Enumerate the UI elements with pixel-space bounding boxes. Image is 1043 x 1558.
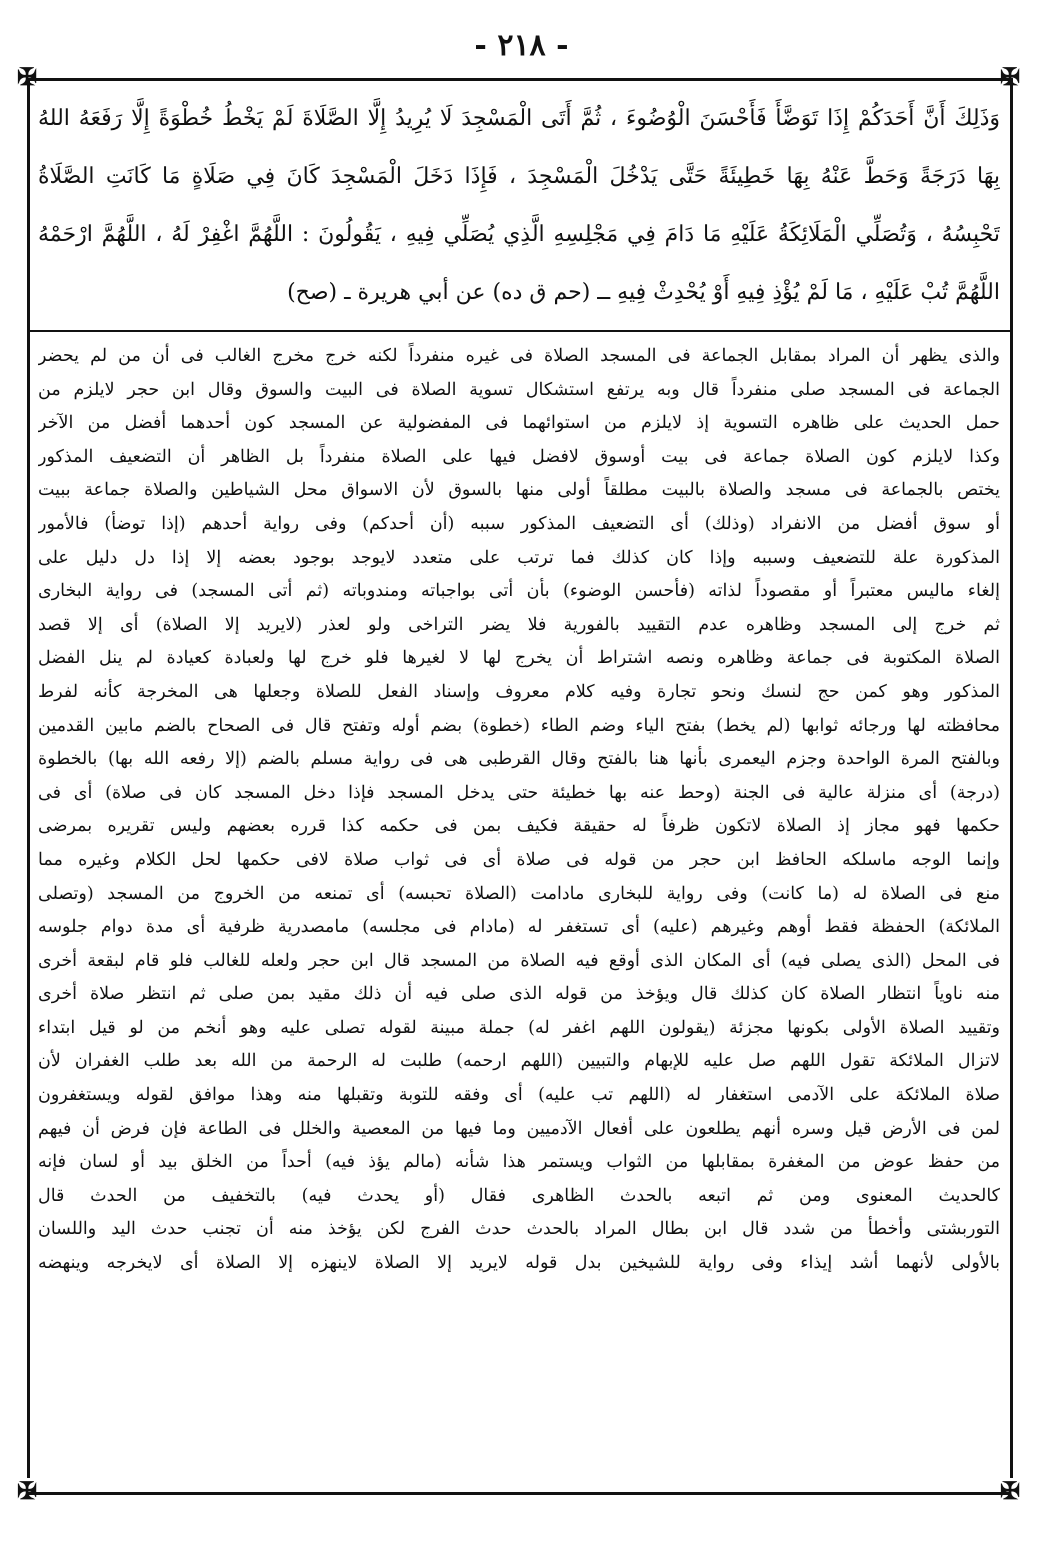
commentary-line: وتقييد الصلاة الأولى بكونها مجزئة (يقولون اللهم اغفر له) جملة مبينة لقوله تصلى عليه وهو أنخم من لو قيل ابتداء: [38, 1017, 1000, 1038]
frame-right-border: [1010, 78, 1013, 1478]
commentary-line: وبالفتح المرة الواحدة وجزم اليعمرى بأنها هنا بالفتح وقال القرطبى هى فى رواية مسلم بالضم (إلا رفعه الله بها) بالخطوة: [38, 749, 1000, 770]
commentary-line: من حفظ عوض من المغفرة بمقابلها من الثواب ويستمر هذا شأنه (مالم يؤذ فيه) أحداً من الخلق بيد أو لسان فإنه: [38, 1152, 1000, 1173]
corner-ornament-icon: ✠: [999, 1476, 1021, 1505]
commentary-line: حكمها فهو مجاز إذ الصلاة لاتكون ظرفاً له حقيقة فكيف بمن فى حكمه كذا قرره بعضهم وليس تقريره بمرضى: [38, 816, 1000, 837]
commentary-line: أو سوق أفضل من الانفراد (وذلك) أى التضعيف المذكور سببه (أن أحدكم) وفى رواية أحدهم (إذا توضأ) فالأمور: [38, 513, 1000, 534]
commentary-line: منع فى الصلاة له (ما كانت) وفى رواية للبخارى مادامت (الصلاة تحبسه) أى تمنعه من الخروج من المسجد (وتصلى: [38, 883, 1000, 904]
commentary-line: الملائكة) الحفظة فقط أوهم وغيرهم (عليه) أى تستغفر له (مادام فى مجلسه) مامصدرية ظرفية أى مدة دوام جلوسه: [38, 917, 1000, 938]
commentary-line: وإنما الوجه ماسلكه الحافظ ابن حجر من قوله فى صلاة أى فى ثواب صلاة لافى حكمها لحل الكلام وغيره مما: [38, 849, 1000, 870]
commentary-line: ثم خرج إلى المسجد وظاهره عدم التقييد بالفورية فلا يضر التراخى ولو لعذر (لايريد إلا الصلاة) أى إلا قصد: [38, 614, 1000, 635]
section-divider: [28, 330, 1011, 332]
commentary-text: [38, 340, 1000, 1485]
top-rule: [28, 78, 1011, 81]
commentary-line: الصلاة المكتوبة فى جماعة وظاهره ونصه اشتراط أن يخرج لها لا لغيرها فلو خرج لها ولعبادة كعيادة لم ينل الفضل: [38, 648, 1000, 669]
corner-ornament-icon: ✠: [999, 62, 1021, 91]
commentary-line: والذى يظهر أن المراد بمقابل الجماعة فى المسجد الصلاة فى غيره منفرداً لكنه خرج مخرج الغالب فى أن من لم يحضر: [38, 346, 1000, 366]
commentary-line: وكذا لايلزم كون الصلاة جماعة فى بيت أوسوق لافضل فيها على الصلاة منفرداً بل الظاهر أن التضعيف المذكور: [38, 446, 1000, 467]
commentary-line: المذكور وهو كمن حج لنسك ونحو تجارة وفيه كلام معروف وإسناد الفعل للصلاة وجعلها هى المخرجة كأنه لفرط: [38, 681, 1000, 702]
hadith-line: وَذَلِكَ أَنَّ أَحَدَكُمْ إِذَا تَوَضَّأَ فَأَحْسَنَ الْوُضُوءَ ، ثُمَّ أَتَى الْمَسْجِدَ لَا يُرِيدُ إِلَّا الصَّلَاةَ لَمْ يَخْطُ خُطْوَةً إِلَّا رَفَعَهُ اللهُ: [38, 106, 1000, 131]
hadith-line: بِهَا دَرَجَةً وَحَطَّ عَنْهُ بِهَا خَطِيئَةً حَتَّى يَدْخُلَ الْمَسْجِدَ ، فَإِذَا دَخَلَ الْمَسْجِدَ كَانَ فِي صَلَاةٍ مَا كَانَتِ الصَّلَاةُ: [38, 164, 1000, 189]
commentary-line: حمل الحديث على ظاهره التسوية إذ لايلزم من استوائهما فى المفضولية عن المسجد كون أحدهما أفضل من الآخر: [38, 413, 1000, 434]
bottom-rule: [28, 1492, 1011, 1495]
commentary-line: الجماعة فى المسجد صلى منفرداً قال وبه يرتفع استشكال تسوية الصلاة فى البيت والسوق وقال ابن حجر لايلزم من: [38, 379, 1000, 400]
hadith-line: اللَّهُمَّ تُبْ عَلَيْهِ ، مَا لَمْ يُؤْذِ فِيهِ أَوْ يُحْدِثْ فِيهِ ــ (حم ق ده) عن أبي هريرة ـ (صح): [287, 280, 1000, 305]
commentary-line: إلغاء ماليس معتبراً أو مقصوداً لذاته (فأحسن الوضوء) بأن أتى بواجباته ومندوباته (ثم أتى المسجد) فى رواية البخارى: [38, 581, 1000, 602]
commentary-line: بالأولى لأنهما أشد إيذاء وفى رواية للشيخين بدل قوله لايريد إلا الصلاة لاينهزه إلا الصلاة أى لايخرجه وينهضه: [38, 1253, 1000, 1274]
corner-ornament-icon: ✠: [16, 62, 38, 91]
commentary-line: (درجة) أى منزلة عالية فى الجنة (وحط عنه بها خطيئة حتى يدخل المسجد فإذا دخل المسجد كان فى صلاة) أى فى: [38, 782, 1000, 803]
commentary-line: منه ناوياً انتظار الصلاة كان كذلك قال ويؤخذ من قوله الذى صلى فيه أن ذلك مقيد بمن صلى ثم انتظر صلاة أخرى: [38, 984, 1000, 1005]
hadith-line: تَحْبِسُهُ ، وَتُصَلِّي الْمَلَائِكَةُ عَلَيْهِ مَا دَامَ فِي مَجْلِسِهِ الَّذِي يُصَلِّي فِيهِ ، يَقُولُونَ : اللَّهُمَّ اغْفِرْ لَهُ ، اللَّهُمَّ ارْحَمْهُ: [38, 222, 1000, 247]
commentary-line: صلاة الملائكة على الآدمى استغفار له (اللهم تب عليه) أى وفقه للتوبة وتقبلها منه وهذا موافق لقوله ويستغفرون: [38, 1085, 1000, 1106]
corner-ornament-icon: ✠: [16, 1476, 38, 1505]
hadith-text: [38, 90, 1000, 322]
commentary-line: لمن فى الأرض قيل وسره أنهم يطلعون على أفعال الآدميين وما فيها من المعصية والخلل فى الطاعة فإن فرض أن فيهم: [38, 1118, 1000, 1139]
commentary-line: كالحديث المعنوى ومن ثم اتبعه بالحدث الظاهرى فقال (أو يحدث فيه) بالتخفيف من الحدث قال: [38, 1185, 1000, 1206]
page-number: - ٢١٨ -: [474, 28, 569, 63]
commentary-line: المذكورة علة للتضعيف وسببه وإذا كان كذلك فما ترتب على متعدد لايوجد بوجود بعضه إلا إذا دل دليل على: [38, 547, 1000, 568]
commentary-line: فى المحل (الذى يصلى فيه) أى المكان الذى أوقع فيه الصلاة من المسجد قال ابن حجر ولعله للغالب فلو قام لبقعة أخرى: [38, 950, 1000, 971]
commentary-line: التوربشتى وأخطأ من شدد قال ابن بطال المراد بالحدث حدث الفرج لكن يؤخذ منه أن تجنب حدث اليد واللسان: [38, 1219, 1000, 1240]
frame-left-border: [27, 78, 30, 1478]
commentary-line: محافظته لها ورجائه ثوابها (لم يخط) بفتح الياء وضم الطاء (خطوة) بضم أوله وتفتح قال فى الصحاح بالضم مابين القدمين: [38, 715, 1000, 736]
commentary-line: لاتزال الملائكة تقول اللهم صل عليه للإبهام والتبيين (اللهم ارحمه) طلبت له الرحمة من الله بعد طلب الغفران لأن: [38, 1051, 1000, 1072]
commentary-line: يختص بالجماعة فى مسجد والصلاة بالبيت مطلقاً أولى منها بالسوق لأن الاسواق محل الشياطين والصلاة جماعة ببيت: [38, 480, 1000, 501]
